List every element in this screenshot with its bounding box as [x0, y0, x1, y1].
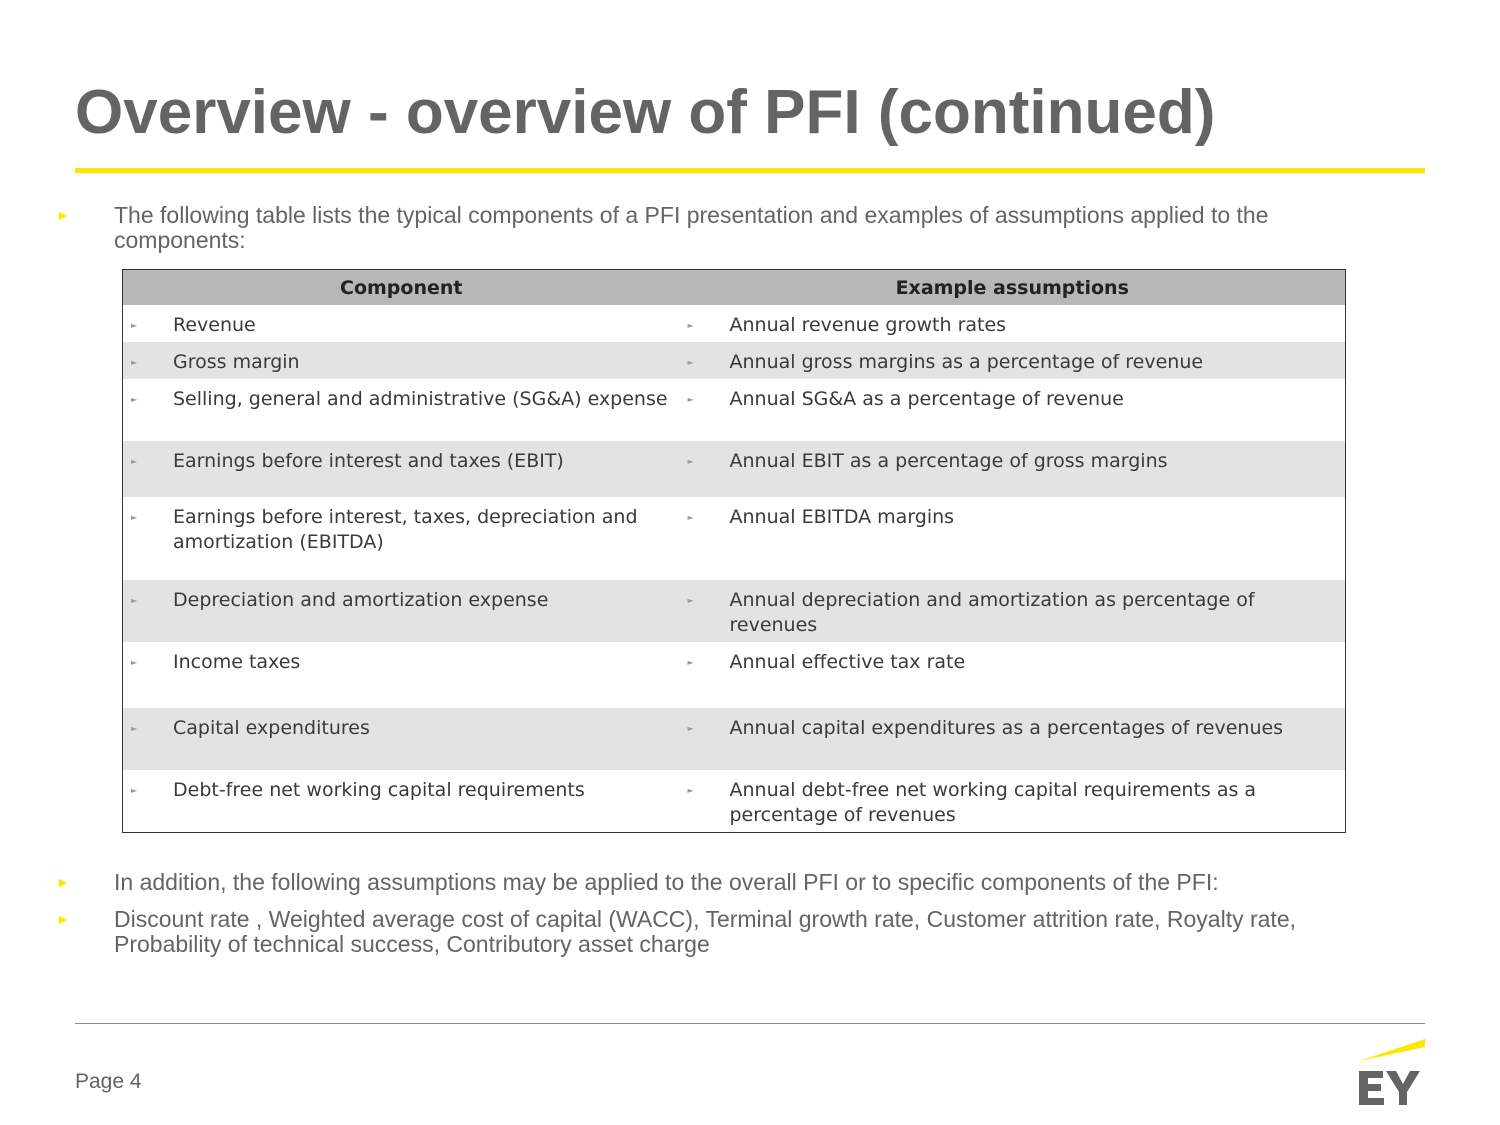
triangle-bullet-icon: ► — [56, 207, 70, 223]
component-cell: Earnings before interest, taxes, depreciation and amortization (EBITDA) — [173, 506, 638, 554]
triangle-bullet-icon: ► — [131, 724, 138, 734]
component-cell: Revenue — [173, 314, 256, 336]
triangle-bullet-icon: ► — [687, 457, 694, 467]
triangle-bullet-icon: ► — [131, 321, 138, 330]
bullet-text: Discount rate , Weighted average cost of capital (WACC), Terminal growth rate, Customer attrition rate, Royalty rate, Probability of technical success, Contributory asset charge — [114, 906, 1296, 957]
triangle-bullet-icon: ► — [687, 786, 694, 796]
component-cell: Earnings before interest and taxes (EBIT) — [173, 450, 564, 473]
triangle-bullet-icon: ► — [687, 513, 694, 523]
ey-logo-e-letter-icon — [1359, 1071, 1384, 1105]
table-row — [123, 580, 1346, 642]
component-cell: Selling, general and administrative (SG&A) expense — [173, 388, 668, 411]
triangle-bullet-icon: ► — [131, 786, 138, 796]
assumption-cell: Annual capital expenditures as a percentages of revenues — [729, 717, 1284, 740]
components-table — [122, 269, 1346, 833]
bullet-text: In addition, the following assumptions may be applied to the overall PFI or to specific components of the PFI: — [114, 869, 1219, 895]
intro-text: The following table lists the typical components of a PFI presentation and examples of assumptions applied to the components: — [114, 202, 1269, 253]
triangle-bullet-icon: ► — [687, 358, 694, 368]
table-row — [123, 642, 1346, 708]
table-row — [123, 497, 1346, 580]
table-row — [123, 770, 1346, 832]
table-row — [123, 305, 1346, 342]
assumption-cell: Annual SG&A as a percentage of revenue — [729, 388, 1124, 411]
triangle-bullet-icon: ► — [131, 513, 138, 523]
assumption-cell: Annual EBITDA margins — [729, 506, 955, 529]
triangle-bullet-icon: ► — [131, 658, 138, 668]
component-cell: Gross margin — [173, 351, 300, 374]
title-underline — [75, 168, 1425, 173]
page-number: Page 4 — [75, 1070, 142, 1093]
column-header-component: Component — [123, 270, 680, 306]
assumption-cell: Annual revenue growth rates — [729, 314, 1007, 336]
triangle-bullet-icon: ► — [687, 395, 694, 405]
triangle-bullet-icon: ► — [56, 874, 70, 890]
table-row — [123, 441, 1346, 497]
ey-logo-y-letter-icon — [1386, 1071, 1420, 1105]
slide-title: Overview - overview of PFI (continued) — [75, 78, 1216, 147]
triangle-bullet-icon: ► — [687, 596, 694, 606]
table-row — [123, 708, 1346, 770]
ey-logo-beam-icon — [1359, 1039, 1425, 1061]
ey-logo — [1356, 1036, 1426, 1108]
assumption-cell: Annual depreciation and amortization as percentage of revenues — [729, 589, 1255, 637]
assumption-list-bullet — [56, 907, 1356, 957]
assumption-cell: Annual effective tax rate — [729, 651, 966, 674]
component-cell: Income taxes — [173, 651, 301, 674]
triangle-bullet-icon: ► — [131, 457, 138, 467]
triangle-bullet-icon: ► — [131, 358, 138, 368]
component-cell: Capital expenditures — [173, 717, 370, 740]
table-row — [123, 342, 1346, 379]
footer-divider — [75, 1023, 1425, 1024]
triangle-bullet-icon: ► — [687, 724, 694, 734]
triangle-bullet-icon: ► — [131, 395, 138, 405]
assumption-cell: Annual gross margins as a percentage of revenue — [729, 351, 1204, 374]
component-cell: Depreciation and amortization expense — [173, 589, 549, 612]
triangle-bullet-icon: ► — [56, 911, 70, 927]
column-header-example-assumptions: Example assumptions — [680, 270, 1346, 306]
assumption-cell: Annual debt-free net working capital requirements as a percentage of revenues — [729, 779, 1257, 827]
additional-assumptions-bullet — [56, 870, 1356, 895]
assumption-cell: Annual EBIT as a percentage of gross margins — [729, 450, 1168, 473]
table-row — [123, 379, 1346, 441]
triangle-bullet-icon: ► — [687, 321, 694, 330]
component-cell: Debt-free net working capital requirements — [173, 779, 585, 802]
triangle-bullet-icon: ► — [131, 596, 138, 606]
intro-bullet — [56, 203, 1356, 253]
triangle-bullet-icon: ► — [687, 658, 694, 668]
